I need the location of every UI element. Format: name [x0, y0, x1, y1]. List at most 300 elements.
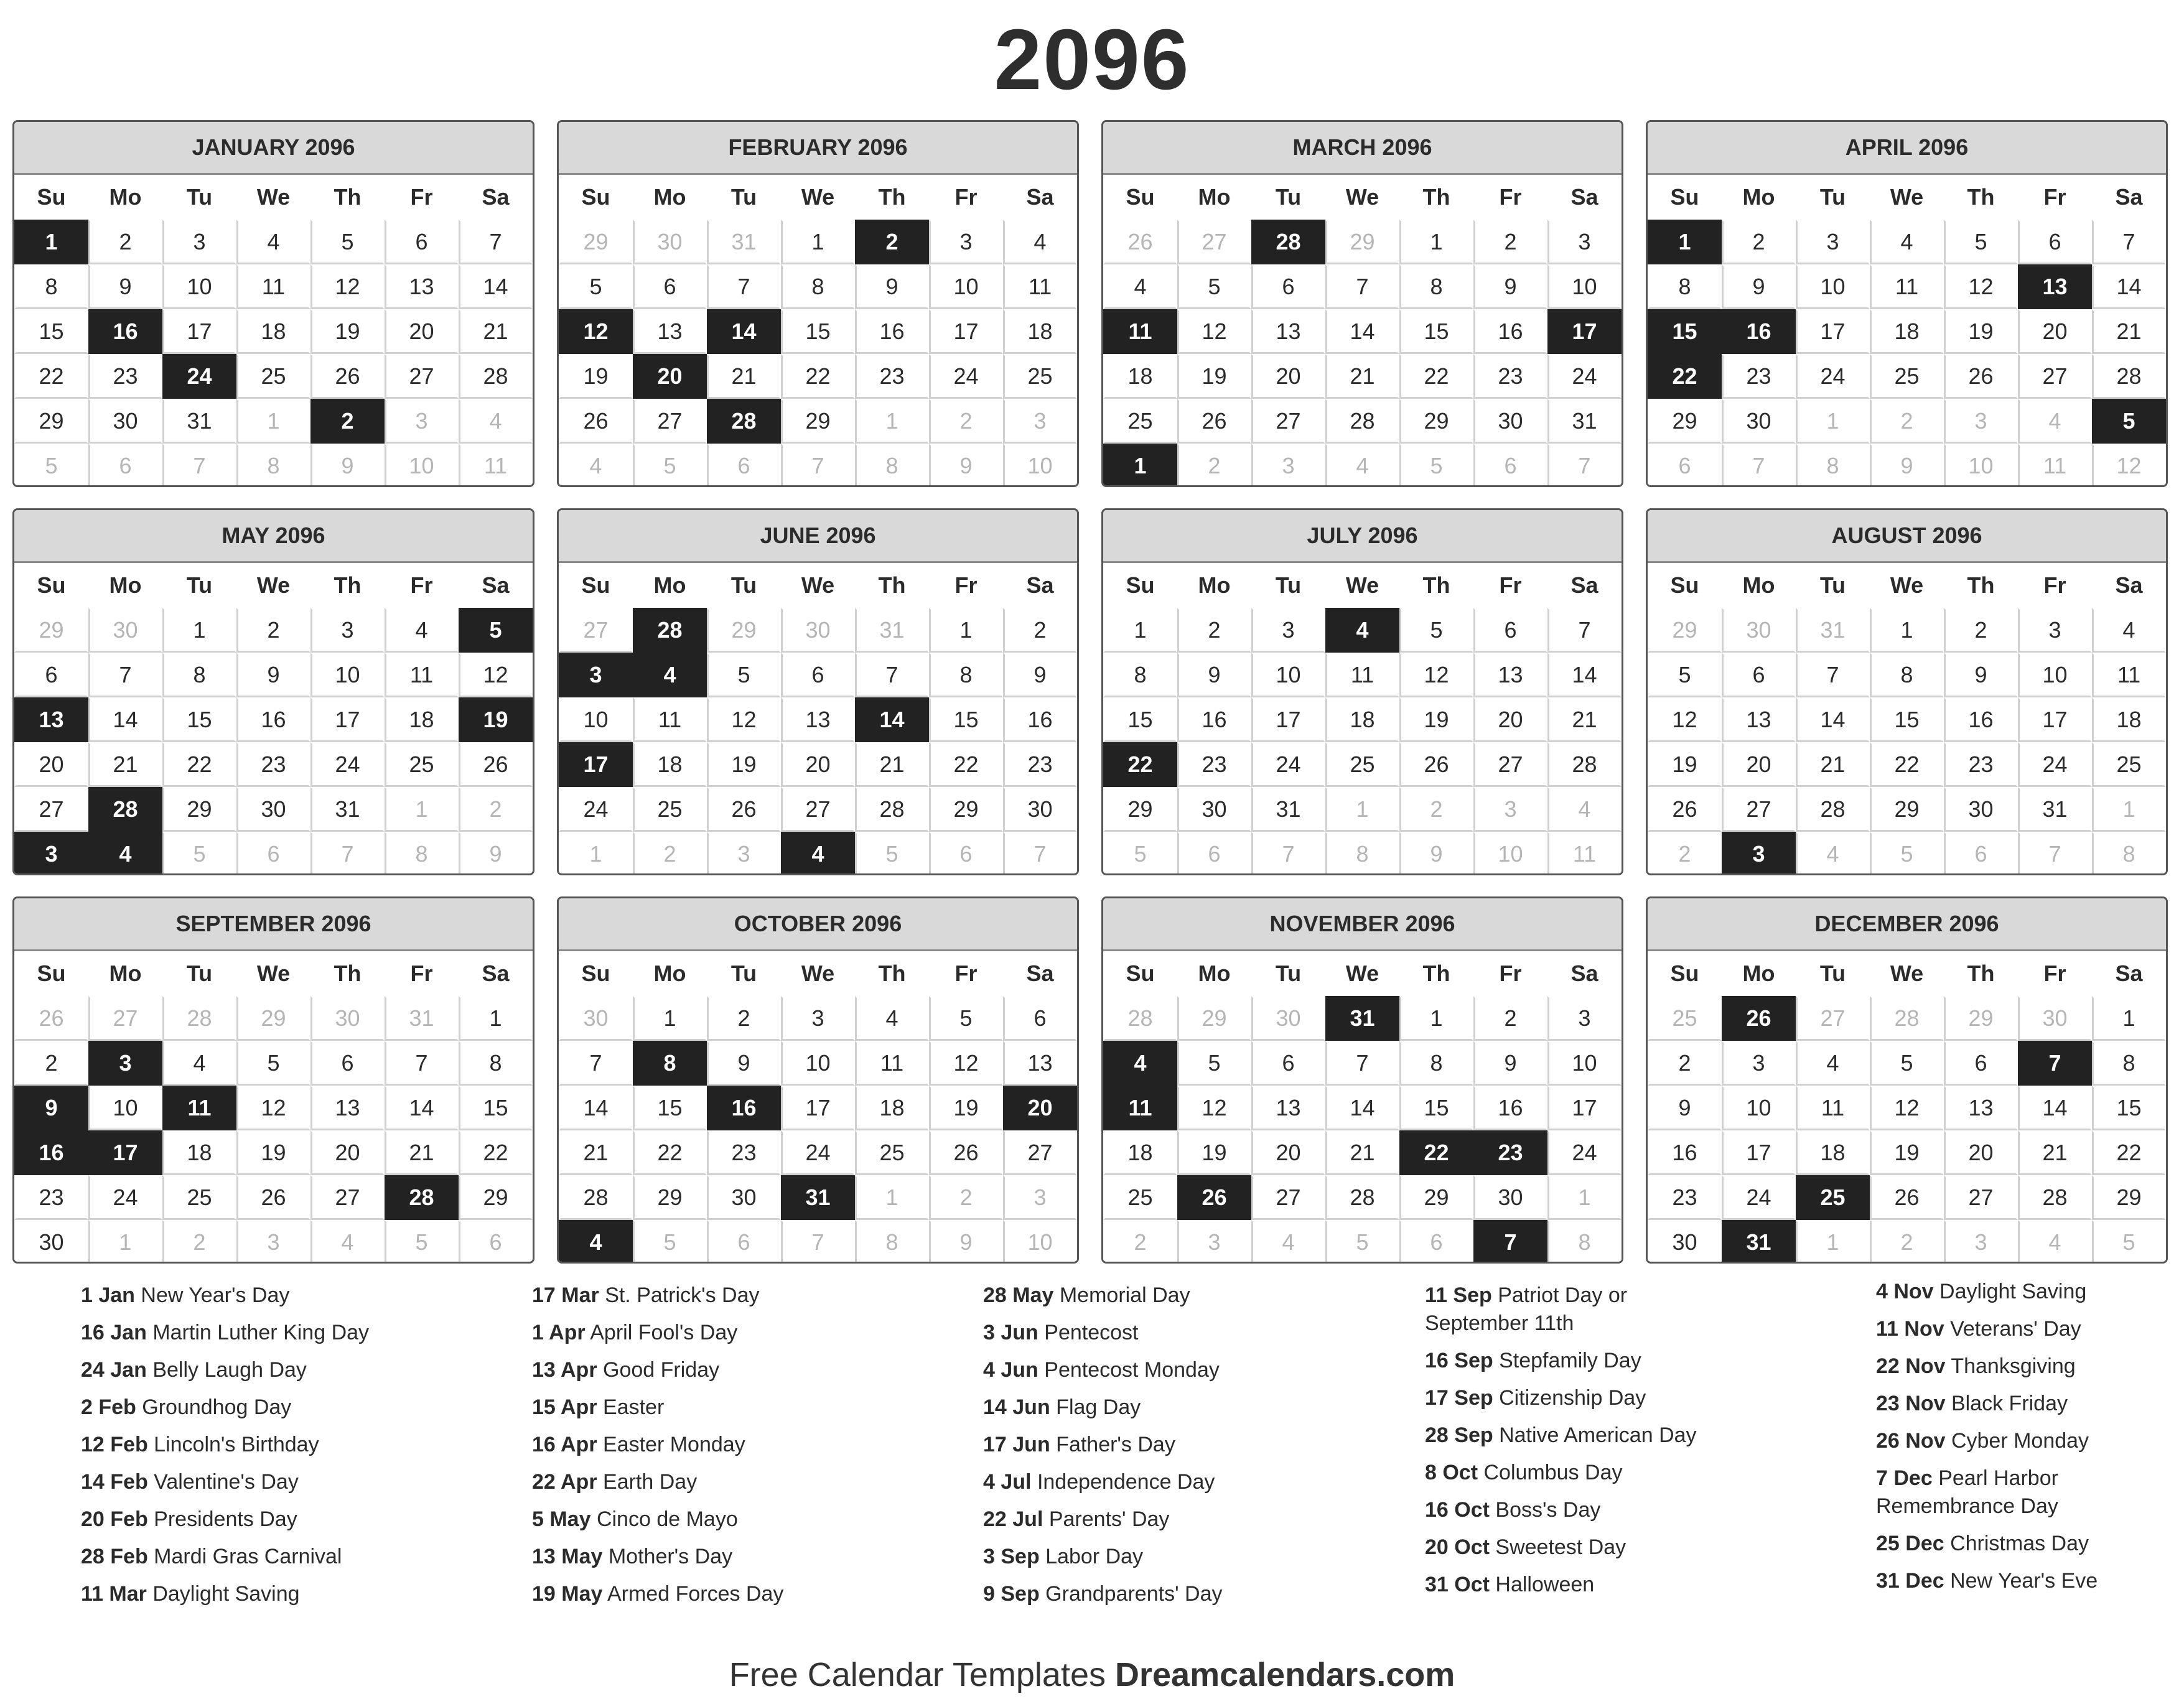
- weekday-header: Tu: [186, 184, 213, 210]
- day-cell: 1: [781, 220, 855, 264]
- day-cell: 5: [162, 832, 236, 875]
- holiday-item: [1425, 1417, 1860, 1454]
- day-cell: 1: [1547, 1175, 1622, 1220]
- holiday-day-cell: 17: [88, 1130, 162, 1175]
- holiday-name: Halloween: [1495, 1573, 1595, 1596]
- holiday-item: [532, 1463, 968, 1501]
- day-cell: 15: [1399, 309, 1473, 354]
- holiday-column: [1425, 1277, 1860, 1603]
- day-cell: 6: [929, 832, 1003, 875]
- holiday-name: Groundhog Day: [142, 1395, 292, 1419]
- week-row: [1648, 996, 2166, 1041]
- day-cell: 27: [1003, 1130, 1077, 1175]
- holiday-item: [1876, 1525, 2184, 1562]
- month-title: SEPTEMBER 2096: [14, 898, 533, 951]
- holiday-date: 4 Nov: [1876, 1280, 1934, 1303]
- day-cell: 9: [1722, 264, 1796, 309]
- weekday-header: Mo: [1742, 572, 1775, 598]
- holiday-name: Labor Day: [1045, 1545, 1144, 1568]
- day-cell: 13: [1473, 653, 1547, 697]
- weekday-header: We: [1345, 961, 1379, 986]
- day-cell: 29: [1103, 787, 1177, 832]
- day-cell: 29: [236, 996, 310, 1041]
- weekday-header: Su: [1126, 572, 1155, 598]
- holiday-day-cell: 9: [14, 1086, 88, 1130]
- holiday-day-cell: 17: [559, 742, 633, 787]
- day-cell: 10: [1547, 1041, 1622, 1086]
- day-cell: 11: [855, 1041, 929, 1086]
- day-cell: 19: [1177, 1130, 1251, 1175]
- holiday-item: [1876, 1460, 2150, 1525]
- footer: [0, 1650, 2184, 1700]
- holiday-item: [532, 1501, 968, 1538]
- day-cell: 5: [1870, 832, 1944, 875]
- holiday-day-cell: 16: [1722, 309, 1796, 354]
- month-title: JULY 2096: [1103, 510, 1622, 563]
- day-cell: 12: [459, 653, 533, 697]
- day-cell: 1: [385, 787, 459, 832]
- holiday-day-cell: 28: [88, 787, 162, 832]
- day-cell: 28: [459, 354, 533, 399]
- day-cell: 21: [707, 354, 781, 399]
- day-cell: 10: [1251, 653, 1325, 697]
- day-cell: 27: [1944, 1175, 2018, 1220]
- day-cell: 12: [2092, 444, 2166, 487]
- weekday-header: Sa: [1026, 184, 1054, 210]
- weekday-header: Sa: [1026, 961, 1054, 986]
- day-cell: 17: [162, 309, 236, 354]
- holiday-name: Pentecost Monday: [1044, 1358, 1220, 1382]
- weekday-header: We: [801, 572, 835, 598]
- day-cell: 3: [1251, 608, 1325, 653]
- holiday-item: [983, 1389, 1419, 1426]
- day-cell: 29: [1399, 1175, 1473, 1220]
- day-cell: 28: [1796, 787, 1870, 832]
- day-cell: 15: [633, 1086, 707, 1130]
- weekday-header: We: [256, 572, 291, 598]
- holiday-date: 15 Apr: [532, 1395, 597, 1419]
- holiday-day-cell: 4: [781, 832, 855, 875]
- day-cell: 9: [1944, 653, 2018, 697]
- day-cell: 24: [2018, 742, 2092, 787]
- holiday-item: [532, 1389, 968, 1426]
- holiday-item: [81, 1538, 516, 1575]
- day-cell: 28: [162, 996, 236, 1041]
- month-title: MARCH 2096: [1103, 122, 1622, 175]
- holiday-day-cell: 19: [459, 697, 533, 742]
- day-cell: 29: [14, 399, 88, 444]
- day-cell: 31: [1547, 399, 1622, 444]
- footer-site[interactable]: Dreamcalendars.com: [1115, 1656, 1455, 1693]
- holiday-name: St. Patrick's Day: [605, 1283, 760, 1307]
- day-cell: 4: [2092, 608, 2166, 653]
- day-cell: 24: [1796, 354, 1870, 399]
- weekday-header: Su: [1670, 572, 1699, 598]
- week-row: [1648, 1175, 2166, 1220]
- week-row: [1103, 653, 1622, 697]
- weekday-header: Fr: [410, 961, 433, 986]
- day-cell: 29: [1944, 996, 2018, 1041]
- day-cell: 27: [1251, 399, 1325, 444]
- week-row: [559, 742, 1077, 787]
- day-cell: 15: [162, 697, 236, 742]
- holiday-column: [81, 1277, 516, 1613]
- weekday-header-row: [559, 563, 1077, 608]
- day-cell: 26: [707, 787, 781, 832]
- holiday-name: Columbus Day: [1483, 1461, 1623, 1484]
- day-cell: 2: [929, 399, 1003, 444]
- holiday-date: 16 Apr: [532, 1433, 597, 1456]
- weekday-header-row: [14, 175, 533, 220]
- day-cell: 14: [1325, 1086, 1399, 1130]
- week-row: [559, 787, 1077, 832]
- week-row: [1648, 832, 2166, 875]
- weekday-header: Su: [1126, 184, 1155, 210]
- day-cell: 20: [1722, 742, 1796, 787]
- day-cell: 29: [1399, 399, 1473, 444]
- day-cell: 17: [2018, 697, 2092, 742]
- day-cell: 14: [2092, 264, 2166, 309]
- day-cell: 20: [781, 742, 855, 787]
- weekday-header: Th: [878, 961, 906, 986]
- day-cell: 25: [1870, 354, 1944, 399]
- holiday-item: [1876, 1385, 2184, 1422]
- day-cell: 31: [1796, 608, 1870, 653]
- month-title: NOVEMBER 2096: [1103, 898, 1622, 951]
- day-cell: 14: [2018, 1086, 2092, 1130]
- day-cell: 15: [1103, 697, 1177, 742]
- week-row: [14, 264, 533, 309]
- day-cell: 11: [385, 653, 459, 697]
- day-cell: 27: [2018, 354, 2092, 399]
- day-cell: 3: [1944, 399, 2018, 444]
- day-cell: 11: [1547, 832, 1622, 875]
- holiday-day-cell: 14: [855, 697, 929, 742]
- day-cell: 19: [1177, 354, 1251, 399]
- holiday-item: [983, 1277, 1419, 1314]
- day-cell: 17: [929, 309, 1003, 354]
- holiday-day-cell: 22: [1103, 742, 1177, 787]
- week-row: [559, 264, 1077, 309]
- holiday-day-cell: 28: [385, 1175, 459, 1220]
- holiday-name: Good Friday: [603, 1358, 720, 1382]
- holiday-date: 16 Jan: [81, 1321, 147, 1344]
- weekday-header: Sa: [1026, 572, 1054, 598]
- holiday-day-cell: 22: [1648, 354, 1722, 399]
- holiday-column: [532, 1277, 968, 1613]
- day-cell: 12: [310, 264, 385, 309]
- day-cell: 24: [781, 1130, 855, 1175]
- day-cell: 7: [310, 832, 385, 875]
- day-cell: 24: [1722, 1175, 1796, 1220]
- week-row: [1648, 1041, 2166, 1086]
- holiday-date: 7 Dec: [1876, 1466, 1933, 1490]
- day-cell: 25: [1103, 1175, 1177, 1220]
- week-row: [1103, 444, 1622, 487]
- weekday-header: Su: [1126, 961, 1155, 986]
- holiday-name: Easter: [603, 1395, 665, 1419]
- holiday-date: 14 Feb: [81, 1470, 148, 1494]
- holiday-name: Patriot Day or September 11th: [1425, 1283, 1628, 1335]
- month-title: JANUARY 2096: [14, 122, 533, 175]
- day-cell: 25: [1103, 399, 1177, 444]
- holiday-day-cell: 24: [162, 354, 236, 399]
- week-row: [1648, 399, 2166, 444]
- day-cell: 29: [162, 787, 236, 832]
- day-cell: 5: [1325, 1220, 1399, 1264]
- day-cell: 2: [1648, 1041, 1722, 1086]
- holiday-name: Daylight Saving: [152, 1582, 300, 1606]
- day-cell: 10: [1547, 264, 1622, 309]
- week-row: [14, 1041, 533, 1086]
- weekday-header: We: [1890, 572, 1924, 598]
- day-cell: 18: [1870, 309, 1944, 354]
- weekday-header: Su: [1670, 961, 1699, 986]
- day-cell: 1: [633, 996, 707, 1041]
- day-cell: 7: [1796, 653, 1870, 697]
- month-calendar: [1101, 120, 1623, 487]
- day-cell: 1: [1103, 608, 1177, 653]
- month-title: DECEMBER 2096: [1648, 898, 2166, 951]
- day-cell: 7: [1251, 832, 1325, 875]
- day-cell: 30: [2018, 996, 2092, 1041]
- holiday-item: [983, 1426, 1419, 1463]
- day-cell: 3: [1003, 1175, 1077, 1220]
- holiday-column: [983, 1277, 1419, 1613]
- day-cell: 29: [1648, 399, 1722, 444]
- holiday-day-cell: 17: [1547, 309, 1622, 354]
- holiday-date: 17 Sep: [1425, 1386, 1493, 1410]
- weekday-header: Tu: [1819, 961, 1846, 986]
- day-cell: 15: [781, 309, 855, 354]
- month-title: FEBRUARY 2096: [559, 122, 1077, 175]
- day-cell: 6: [1944, 1041, 2018, 1086]
- week-row: [1103, 1220, 1622, 1264]
- day-cell: 12: [929, 1041, 1003, 1086]
- day-cell: 21: [855, 742, 929, 787]
- day-cell: 21: [559, 1130, 633, 1175]
- weekday-header-row: [1103, 563, 1622, 608]
- week-row: [1103, 309, 1622, 354]
- day-cell: 9: [1648, 1086, 1722, 1130]
- week-row: [1648, 309, 2166, 354]
- day-cell: 22: [929, 742, 1003, 787]
- holiday-date: 3 Sep: [983, 1545, 1040, 1568]
- holiday-item: [532, 1538, 968, 1575]
- holiday-date: 26 Nov: [1876, 1429, 1946, 1453]
- holiday-date: 20 Oct: [1425, 1535, 1490, 1559]
- week-row: [1648, 742, 2166, 787]
- holiday-day-cell: 20: [633, 354, 707, 399]
- holiday-day-cell: 4: [633, 653, 707, 697]
- day-cell: 27: [1251, 1175, 1325, 1220]
- day-cell: 29: [2092, 1175, 2166, 1220]
- weekday-header: Su: [37, 184, 66, 210]
- day-cell: 4: [1547, 787, 1622, 832]
- day-cell: 9: [929, 444, 1003, 487]
- day-cell: 8: [929, 653, 1003, 697]
- holiday-day-cell: 26: [1722, 996, 1796, 1041]
- holiday-day-cell: 23: [1473, 1130, 1547, 1175]
- day-cell: 3: [1547, 220, 1622, 264]
- holiday-name: April Fool's Day: [590, 1321, 738, 1344]
- day-cell: 1: [1870, 608, 1944, 653]
- day-cell: 8: [1547, 1220, 1622, 1264]
- week-row: [14, 653, 533, 697]
- week-row: [559, 653, 1077, 697]
- day-cell: 30: [1473, 1175, 1547, 1220]
- weekday-header: Fr: [954, 572, 978, 598]
- holiday-day-cell: 5: [2092, 399, 2166, 444]
- day-cell: 29: [929, 787, 1003, 832]
- day-cell: 21: [1325, 354, 1399, 399]
- holiday-date: 20 Feb: [81, 1507, 148, 1531]
- week-row: [559, 309, 1077, 354]
- week-row: [14, 309, 533, 354]
- day-cell: 8: [781, 264, 855, 309]
- weekday-header: We: [1345, 572, 1379, 598]
- holiday-name: Flag Day: [1056, 1395, 1141, 1419]
- holiday-date: 24 Jan: [81, 1358, 147, 1382]
- week-row: [1648, 1130, 2166, 1175]
- holiday-date: 23 Nov: [1876, 1392, 1946, 1415]
- day-cell: 23: [1648, 1175, 1722, 1220]
- day-cell: 13: [385, 264, 459, 309]
- day-cell: 23: [855, 354, 929, 399]
- holiday-item: [1425, 1454, 1860, 1491]
- holiday-name: Stepfamily Day: [1499, 1349, 1641, 1372]
- day-cell: 6: [310, 1041, 385, 1086]
- holiday-date: 8 Oct: [1425, 1461, 1478, 1484]
- holiday-day-cell: 28: [707, 399, 781, 444]
- day-cell: 27: [14, 787, 88, 832]
- day-cell: 30: [236, 787, 310, 832]
- day-cell: 27: [1722, 787, 1796, 832]
- day-cell: 6: [1944, 832, 2018, 875]
- day-cell: 1: [559, 832, 633, 875]
- day-cell: 1: [236, 399, 310, 444]
- weekday-header: Fr: [954, 961, 978, 986]
- weekday-header-row: [14, 563, 533, 608]
- day-cell: 26: [1103, 220, 1177, 264]
- month-calendar: [12, 896, 534, 1264]
- day-cell: 18: [385, 697, 459, 742]
- day-cell: 2: [1177, 608, 1251, 653]
- day-cell: 8: [1796, 444, 1870, 487]
- day-cell: 5: [1177, 264, 1251, 309]
- holiday-day-cell: 12: [559, 309, 633, 354]
- holiday-name: Daylight Saving: [1939, 1280, 2087, 1303]
- day-cell: 21: [385, 1130, 459, 1175]
- holiday-name: New Year's Eve: [1950, 1569, 2098, 1593]
- day-cell: 14: [459, 264, 533, 309]
- week-row: [1103, 264, 1622, 309]
- day-cell: 1: [855, 1175, 929, 1220]
- day-cell: 2: [929, 1175, 1003, 1220]
- day-cell: 28: [1325, 399, 1399, 444]
- day-cell: 10: [310, 653, 385, 697]
- day-cell: 2: [633, 832, 707, 875]
- week-row: [1103, 1041, 1622, 1086]
- holiday-day-cell: 13: [2018, 264, 2092, 309]
- weekday-header: Sa: [1570, 961, 1598, 986]
- holiday-day-cell: 1: [14, 220, 88, 264]
- day-cell: 11: [459, 444, 533, 487]
- day-cell: 18: [2092, 697, 2166, 742]
- weekday-header: Fr: [410, 184, 433, 210]
- weekday-header: Mo: [1198, 184, 1231, 210]
- holiday-item: [532, 1575, 968, 1613]
- day-cell: 10: [781, 1041, 855, 1086]
- day-cell: 25: [855, 1130, 929, 1175]
- day-cell: 5: [707, 653, 781, 697]
- day-cell: 10: [2018, 653, 2092, 697]
- weekday-header: Tu: [1275, 572, 1302, 598]
- day-cell: 11: [1796, 1086, 1870, 1130]
- day-cell: 8: [855, 444, 929, 487]
- day-cell: 28: [2092, 354, 2166, 399]
- week-row: [1103, 354, 1622, 399]
- day-cell: 19: [707, 742, 781, 787]
- day-cell: 2: [236, 608, 310, 653]
- day-cell: 8: [2092, 1041, 2166, 1086]
- day-cell: 20: [14, 742, 88, 787]
- weekday-header: Fr: [954, 184, 978, 210]
- day-cell: 2: [459, 787, 533, 832]
- weekday-header: Mo: [1198, 961, 1231, 986]
- holiday-item: [1425, 1491, 1860, 1529]
- day-cell: 3: [1177, 1220, 1251, 1264]
- weekday-header: Tu: [730, 961, 757, 986]
- day-cell: 9: [1399, 832, 1473, 875]
- holiday-name: Lincoln's Birthday: [154, 1433, 319, 1456]
- day-cell: 4: [855, 996, 929, 1041]
- day-cell: 9: [88, 264, 162, 309]
- day-cell: 28: [559, 1175, 633, 1220]
- day-cell: 20: [385, 309, 459, 354]
- day-cell: 23: [1944, 742, 2018, 787]
- month-title: JUNE 2096: [559, 510, 1077, 563]
- day-cell: 15: [2092, 1086, 2166, 1130]
- day-cell: 9: [855, 264, 929, 309]
- holiday-date: 11 Nov: [1876, 1317, 1944, 1341]
- holiday-item: [983, 1501, 1419, 1538]
- day-cell: 13: [1722, 697, 1796, 742]
- holiday-day-cell: 1: [1648, 220, 1722, 264]
- day-cell: 2: [707, 996, 781, 1041]
- day-cell: 26: [310, 354, 385, 399]
- day-cell: 29: [559, 220, 633, 264]
- day-cell: 23: [88, 354, 162, 399]
- day-cell: 30: [88, 608, 162, 653]
- week-row: [14, 1175, 533, 1220]
- day-cell: 1: [2092, 996, 2166, 1041]
- day-cell: 4: [236, 220, 310, 264]
- holiday-day-cell: 2: [310, 399, 385, 444]
- holiday-column: [1876, 1273, 2184, 1599]
- day-cell: 19: [1648, 742, 1722, 787]
- weekday-header-row: [1103, 951, 1622, 996]
- holiday-date: 28 May: [983, 1283, 1054, 1307]
- weekday-header: Sa: [482, 572, 510, 598]
- day-cell: 1: [1796, 1220, 1870, 1264]
- holiday-date: 5 May: [532, 1507, 591, 1531]
- holiday-date: 11 Sep: [1425, 1283, 1492, 1307]
- holiday-date: 3 Jun: [983, 1321, 1038, 1344]
- month-calendar: [12, 508, 534, 875]
- day-cell: 24: [559, 787, 633, 832]
- holiday-date: 25 Dec: [1876, 1532, 1944, 1555]
